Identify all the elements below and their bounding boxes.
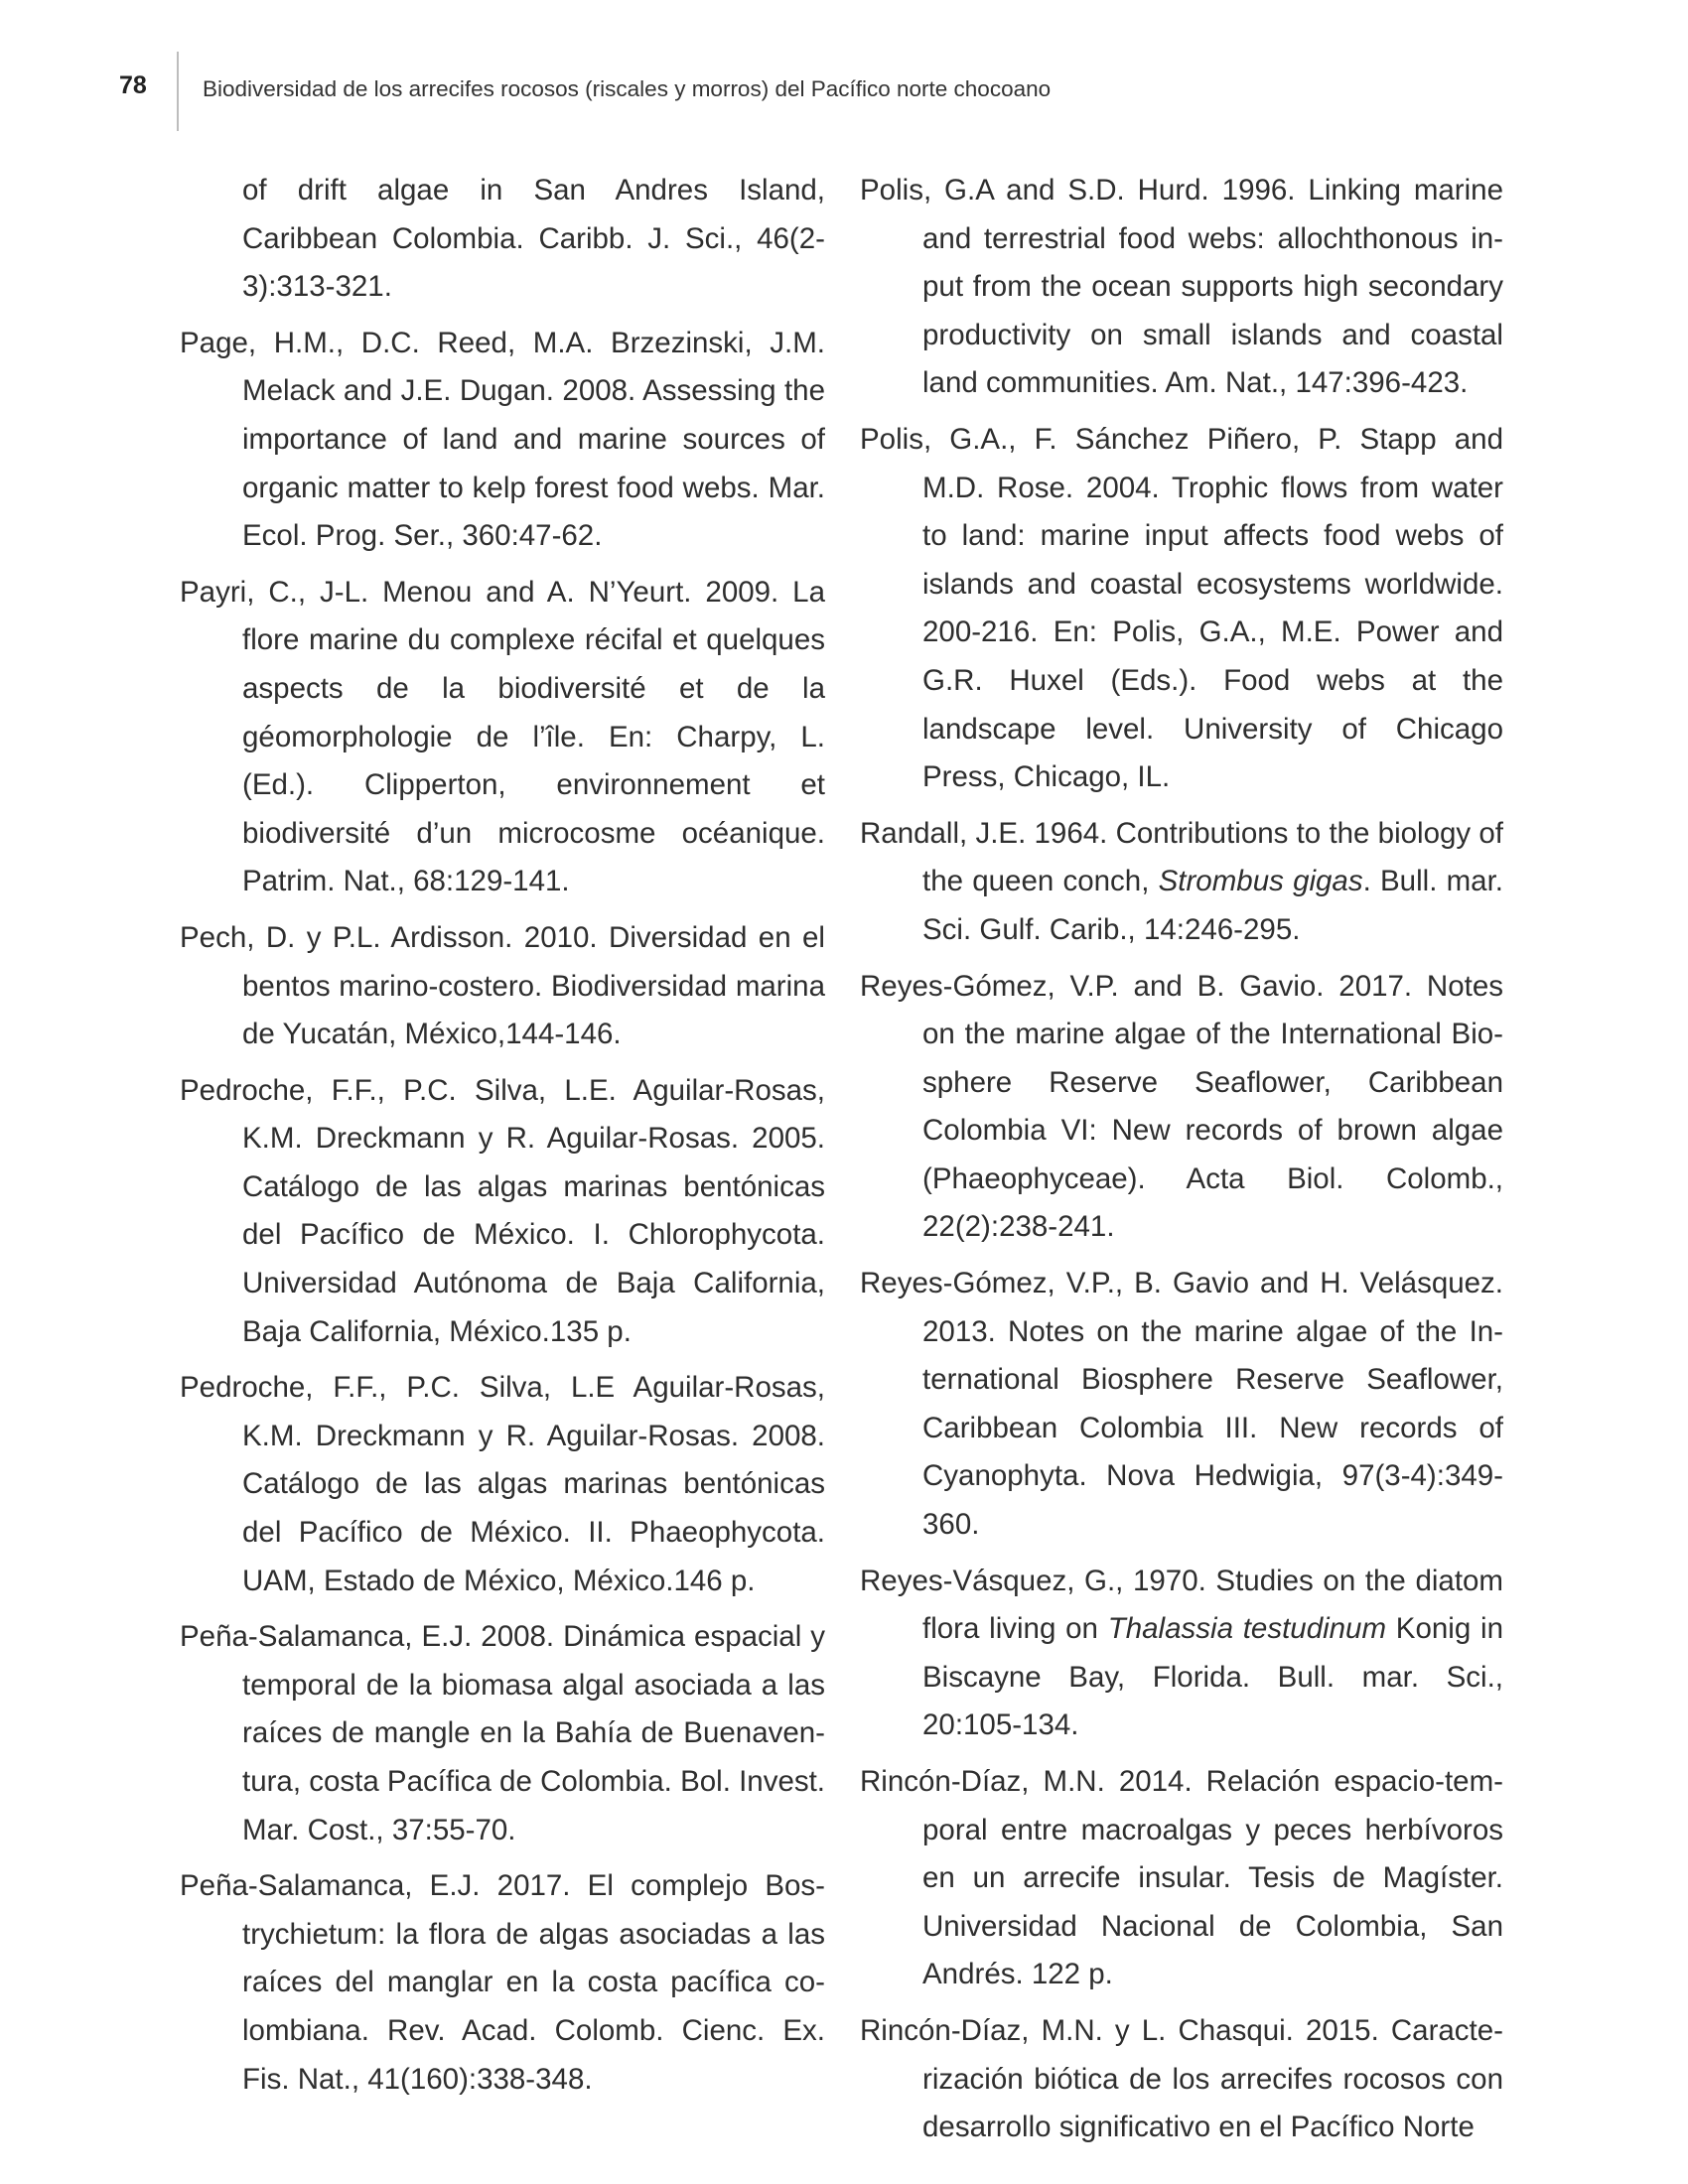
- reference-entry: [180, 1067, 825, 1357]
- reference-text: Rincón-Díaz, M.N. y L. Chasqui. 2015. Caracterización biótica de los arrecifes rocosos con desarrollo significativo en el Pacífico Norte: [860, 2013, 1503, 2144]
- reference-text: Payri, C., J-L. Menou and A. N’Yeurt. 2009. La flore marine du complexe récifal et quelques aspects de la biodiversité et de la géomorphologie de l’île. En: Charpy, L. (Ed.). Clipperton, environnement et biodiversité d’un microcosme océanique. Patrim. Nat., 68:129-141.: [180, 575, 825, 898]
- reference-entry: [180, 1364, 825, 1605]
- reference-text: Konig in Biscayne Bay, Florida. Bull. mar. Sci., 20:105-134.: [922, 1612, 1503, 1742]
- reference-text: Pedroche, F.F., P.C. Silva, L.E. Aguilar-Rosas, K.M. Dreckmann y R. Aguilar-Rosas. 2005. Catálogo de las algas marinas bentónicas del Pacífico de México. I. Chlorophycota. Universidad Autónoma de Baja California, Baja California, México.135 p.: [180, 1073, 825, 1348]
- reference-text: Reyes-Gómez, V.P., B. Gavio and H. Velásquez. 2013. Notes on the marine algae of the International Biosphere Reserve Seaflower, Caribbean Colombia III. New records of Cyanophyta. Nova Hedwigia, 97(3-4):349-360.: [860, 1267, 1503, 1542]
- species-name: Thalassia testudinum: [1107, 1612, 1387, 1646]
- reference-text: Reyes-Vásquez, G., 1970. Studies on the diatom flora living on: [860, 1564, 1503, 1646]
- reference-entry: [180, 1613, 825, 1854]
- reference-entry: [180, 914, 825, 1059]
- reference-text: Polis, G.A., F. Sánchez Piñero, P. Stapp and M.D. Rose. 2004. Trophic flows from water to land: marine input affects food webs of islands and coastal ecosystems worldwide. 200-216. En: Polis, G.A., M.E. Power and G.R. Huxel (Eds.). Food webs at the landscape level. University of Chicago Press, Chicago, IL.: [860, 422, 1503, 794]
- reference-text: Peña-Salamanca, E.J. 2017. El complejo Bostrychietum: la flora de algas asociadas a las raíces del manglar en la costa pacífica colombiana. Rev. Acad. Colomb. Cienc. Ex. Fis. Nat., 41(160):338-348.: [180, 1869, 825, 2096]
- reference-entry: [180, 1862, 825, 2104]
- reference-text: Pech, D. y P.L. Ardisson. 2010. Diversidad en el bentos marino-costero. Biodiversidad marina de Yucatán, México,144-146.: [180, 920, 825, 1051]
- left-column: [180, 167, 825, 2112]
- reference-text: Peña-Salamanca, E.J. 2008. Dinámica espacial y temporal de la biomasa algal asociada a las raíces de mangle en la Bahía de Buenaventura, costa Pacífica de Colombia. Bol. Invest. Mar. Cost., 37:55-70.: [180, 1620, 826, 1846]
- reference-text: Reyes-Gómez, V.P. and B. Gavio. 2017. Notes on the marine algae of the International Biosphere Reserve Seaflower, Caribbean Colombia VI: New records of brown algae (Phaeophyceae). Acta Biol. Colomb., 22(2):238-241.: [860, 969, 1503, 1244]
- reference-text: Page, H.M., D.C. Reed, M.A. Brzezinski, J.M. Melack and J.E. Dugan. 2008. Assessing the importance of land and marine sources of organic matter to kelp forest food webs. Mar. Ecol. Prog. Ser., 360:47-62.: [180, 326, 825, 553]
- running-title: Biodiversidad de los arrecifes rocosos (riscales y morros) del Pacífico norte chocoano: [203, 76, 1052, 101]
- reference-entry: [860, 1758, 1503, 1999]
- reference-text: . Bull. mar. Sci. Gulf. Carib., 14:246-295.: [922, 865, 1503, 946]
- reference-text: of drift algae in San Andres Island, Caribbean Colombia. Caribb. J. Sci., 46(2-3):313-321.: [242, 174, 825, 304]
- reference-entry: [860, 167, 1503, 408]
- page-number: 78: [119, 71, 147, 99]
- reference-entry: [860, 416, 1503, 802]
- reference-text: Rincón-Díaz, M.N. 2014. Relación espacio-temporal entre macroalgas y peces herbívoros en un arrecife insular. Tesis de Magíster. Universidad Nacional de Colombia, San Andrés. 122 p.: [860, 1765, 1503, 1991]
- page-header: [0, 0, 1688, 139]
- reference-text: Pedroche, F.F., P.C. Silva, L.E Aguilar-Rosas, K.M. Dreckmann y R. Aguilar-Rosas. 2008. Catálogo de las algas marinas bentónicas del Pacífico de México. II. Phaeophycota. UAM, Estado de México, México.146 p.: [180, 1371, 825, 1597]
- reference-entry: [860, 963, 1503, 1253]
- reference-text: Polis, G.A and S.D. Hurd. 1996. Linking marine and terrestrial food webs: allochthonous input from the ocean supports high secondary productivity on small islands and coastal land communities. Am. Nat., 147:396-423.: [860, 174, 1503, 400]
- reference-entry: [180, 569, 825, 906]
- header-divider: [177, 52, 179, 131]
- reference-text: Randall, J.E. 1964. Contributions to the biology of the queen conch,: [860, 816, 1503, 898]
- reference-entry-continued: [860, 2007, 1503, 2152]
- right-column: [860, 167, 1503, 2160]
- reference-entry: [180, 320, 825, 561]
- reference-entry-continued: [180, 167, 825, 312]
- species-name: Strombus gigas: [1158, 865, 1363, 898]
- reference-entry: [860, 810, 1503, 955]
- reference-entry: [860, 1558, 1503, 1750]
- reference-entry: [860, 1260, 1503, 1550]
